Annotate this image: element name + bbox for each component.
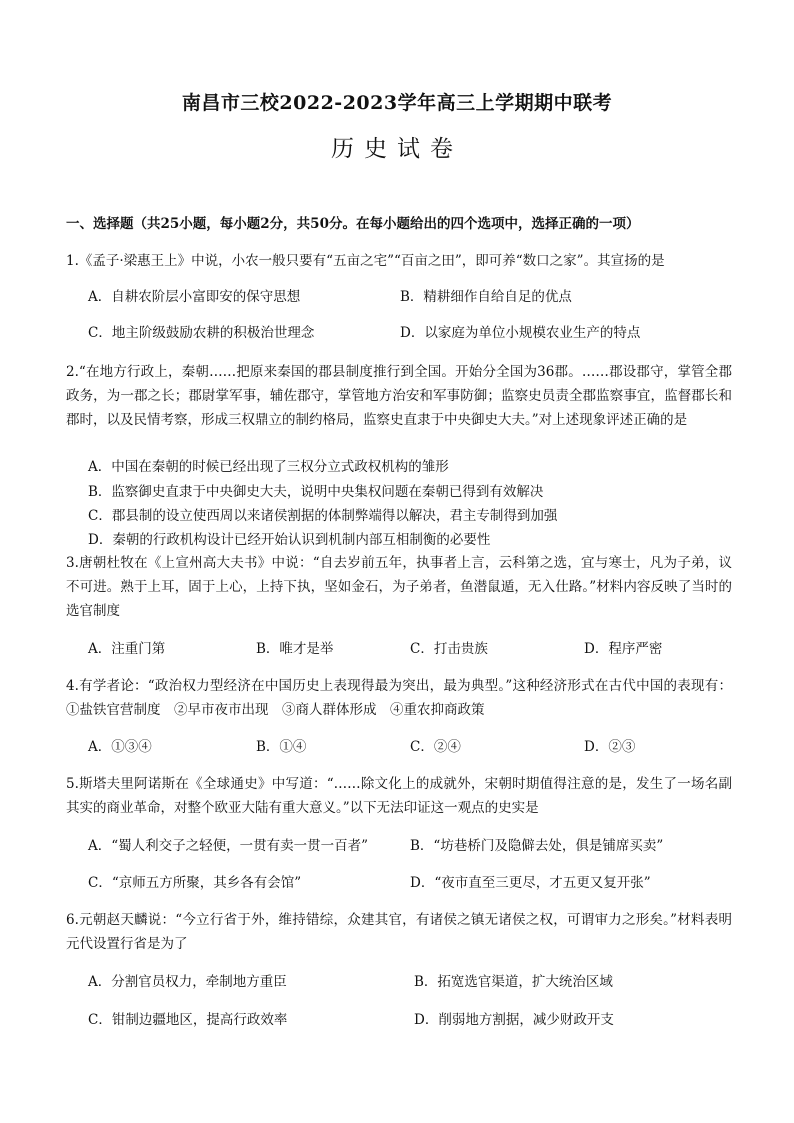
question-4-options-row: [88, 736, 728, 758]
exam-subtitle: 历史试卷: [331, 136, 463, 162]
question-2-option-d: D．秦朝的行政机构设计已经开始认识到机制内部互相制衡的必要性: [88, 532, 491, 548]
question-2-option-c: C．郡县制的设立使西周以来诸侯割据的体制弊端得以解决，君主专制得到加强: [88, 508, 558, 524]
question-3-option-a: A．注重门第: [88, 641, 166, 657]
question-1-option-a: A．自耕农阶层小富即安的保守思想: [88, 289, 301, 305]
question-6-option-c: C．钳制边疆地区，提高行政效率: [88, 1012, 288, 1028]
question-6-options-row-2: [88, 1009, 728, 1031]
question-3-option-c: C．打击贵族: [410, 641, 488, 657]
question-1-option-b: B．精耕细作自给自足的优点: [400, 289, 572, 305]
question-5-option-c: C．“京师五方所聚，其乡各有会馆”: [88, 875, 302, 891]
question-2-option-b: B．监察御史直隶于中央御史大夫，说明中央集权问题在秦朝已得到有效解决: [88, 484, 544, 500]
question-4-option-c: C．②④: [410, 739, 461, 755]
question-6-option-d: D．削弱地方割据，减少财政开支: [414, 1012, 614, 1028]
question-1-stem: 1.《孟子·梁惠王上》中说，小农一般只要有“五亩之宅”“百亩之田”，即可养“数口之家”。其宣扬的是: [66, 253, 665, 269]
question-6-option-a: A．分割官员权力，牵制地方重臣: [88, 974, 287, 990]
question-4-option-b: B．①④: [256, 739, 307, 755]
question-6-stem: 6.元朝赵天麟说：“今立行省于外，维持错综，众建其官，有诸侯之镇无诸侯之权，可谓审力之形矣。”材料表明元代设置行省是为了: [66, 912, 732, 952]
question-1-options-row-1: [88, 286, 728, 308]
question-4-option-d: D．②③: [584, 739, 636, 755]
question-4-option-a: A．①③④: [88, 739, 152, 755]
exam-title: 南昌市三校2022-2023学年高三上学期期中联考: [181, 92, 613, 114]
question-3-option-d: D．程序严密: [584, 641, 663, 657]
section-heading: 一、选择题（共25小题，每小题2分，共50分。在每小题给出的四个选项中，选择正确的一项）: [66, 216, 640, 232]
question-3-option-b: B．唯才是举: [256, 641, 334, 657]
question-6-option-b: B．拓宽选官渠道，扩大统治区域: [414, 974, 613, 990]
question-1-option-c: C．地主阶级鼓励农耕的积极治世理念: [88, 325, 315, 341]
question-5-options-row-1: [88, 835, 728, 857]
question-3-options-row: [88, 638, 728, 660]
question-2-stem: 2.“在地方行政上，秦朝……把原来秦国的郡县制度推行到全国。开始分全国为36郡。……郡设郡守，掌管全郡政务，为一郡之长；郡尉掌军事，辅佐郡守，掌管地方治安和军事防御；监察史员责全郡监察事宜，监督郡长和郡时，以及民情考察，形成三权鼎立的制约格局，监察史直隶于中央御史大夫。”对上述现象评述正确的是: [66, 364, 732, 428]
question-3-stem: 3.唐朝杜牧在《上宣州高大夫书》中说：“自去岁前五年，执事者上言，云科第之选，宜与寒士，凡为子弟，议不可进。熟于上耳，固于上心，上持下执，坚如金石，为子弟者，鱼潜鼠遁，无入仕路。”材料内容反映了当时的选官制度: [66, 555, 732, 619]
question-5-option-b: B．“坊巷桥门及隐僻去处，俱是铺席买卖”: [410, 838, 664, 854]
question-5-options-row-2: [88, 872, 728, 894]
question-1-option-d: D．以家庭为单位小规模农业生产的特点: [400, 325, 641, 341]
question-5-option-d: D．“夜市直至三更尽，才五更又复开张”: [410, 875, 651, 891]
question-5-option-a: A．“蜀人利交子之轻便，一贯有卖一贯一百者”: [88, 838, 369, 854]
question-4-stem: 4.有学者论：“政治权力型经济在中国历史上表现得最为突出，最为典型。”这种经济形式在古代中国的表现有：①盐铁官营制度 ②早市夜市出现 ③商人群体形成 ④重农抑商政策: [66, 678, 732, 718]
question-2-option-a: A．中国在秦朝的时候已经出现了三权分立式政权机构的雏形: [88, 459, 449, 475]
question-5-stem: 5.斯塔夫里阿诺斯在《全球通史》中写道：“……除文化上的成就外，宋朝时期值得注意的是，发生了一场名副其实的商业革命，对整个欧亚大陆有重大意义。”以下无法印证这一观点的史实是: [66, 776, 732, 816]
question-6-options-row-1: [88, 971, 728, 993]
question-1-options-row-2: [88, 322, 728, 344]
